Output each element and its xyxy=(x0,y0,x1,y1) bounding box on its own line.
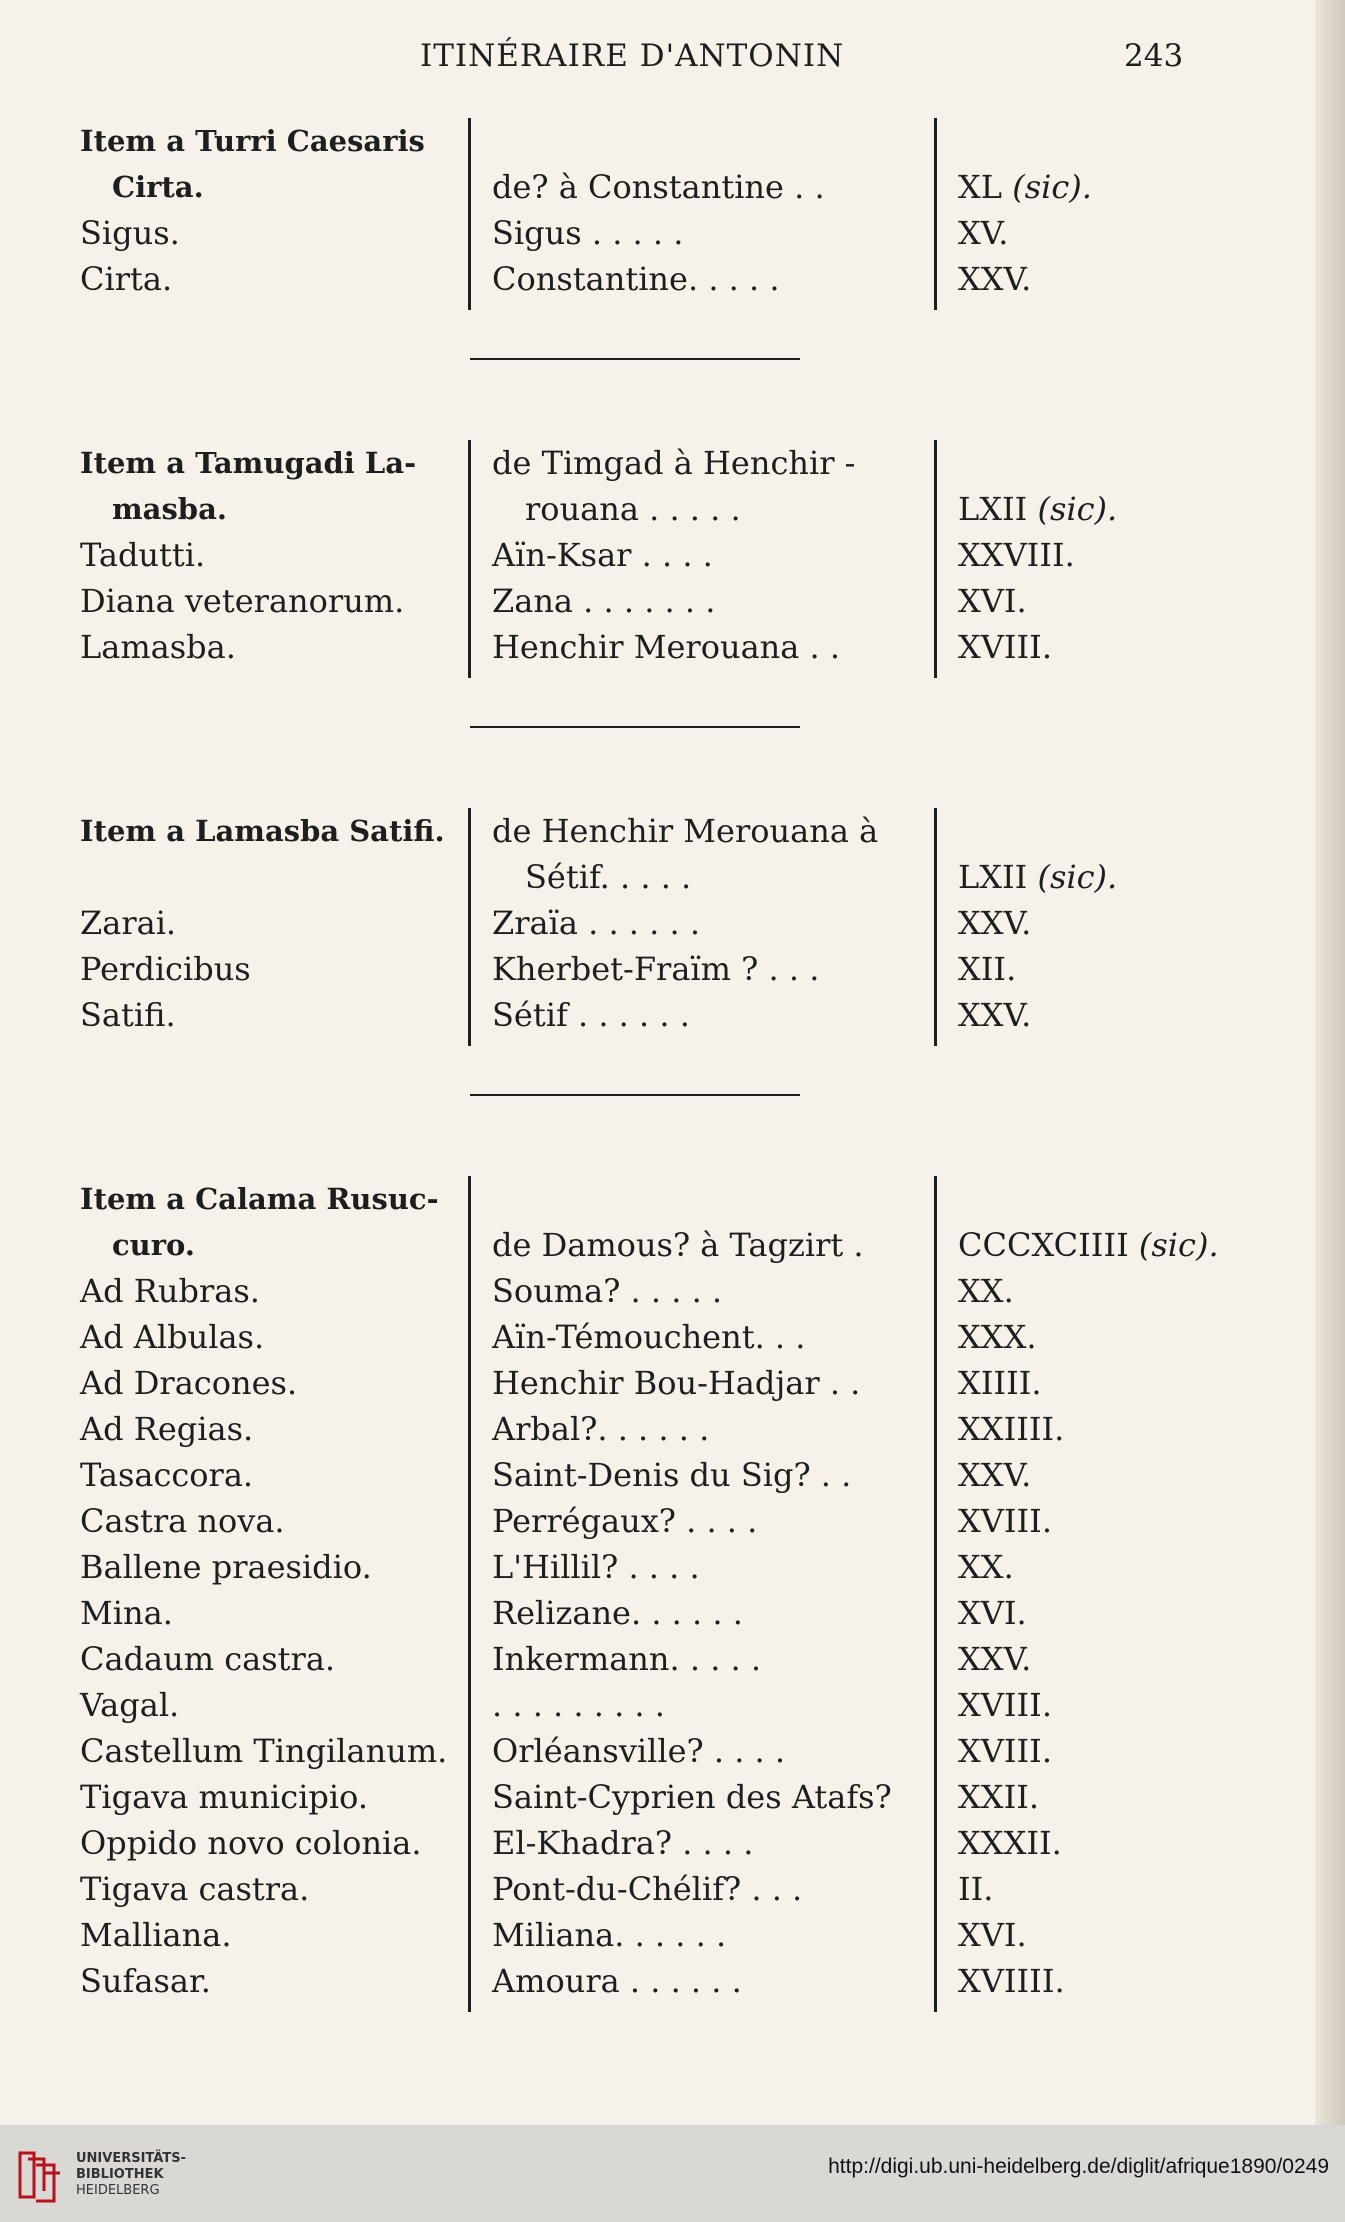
ancient-station-name: Oppido novo colonia. xyxy=(80,1824,422,1862)
distance-value: XVIIII. xyxy=(958,1962,1065,2000)
modern-place-name: El-Khadra? . . . . xyxy=(492,1824,754,1862)
distance-value: XVI. xyxy=(958,1594,1027,1632)
modern-place-name: Saint-Cyprien des Atafs? xyxy=(492,1778,892,1816)
modern-place-name: Henchir Merouana . . xyxy=(492,628,841,666)
library-name-line: UNIVERSITÄTS- xyxy=(76,2151,186,2166)
ancient-station-name: curo. xyxy=(112,1228,195,1262)
itinerary-section xyxy=(0,118,1345,310)
distance-miles xyxy=(958,1958,1065,2004)
ancient-station-name: Tasaccora. xyxy=(80,1456,254,1494)
modern-place-name: Souma? . . . . . xyxy=(492,1272,723,1310)
ancient-station-name: Cirta. xyxy=(80,260,173,298)
distance-value: XXX. xyxy=(958,1318,1037,1356)
table-row xyxy=(0,1774,1345,1820)
modern-place-name: Relizane. . . . . . xyxy=(492,1594,743,1632)
distance-value: XVIII. xyxy=(958,1686,1052,1724)
distance-miles xyxy=(958,1314,1037,1360)
page-number: 243 xyxy=(1124,38,1184,74)
modern-place-name: Constantine. . . . . xyxy=(492,260,780,298)
ancient-station-name: Cirta. xyxy=(112,170,204,204)
table-row xyxy=(0,1314,1345,1360)
modern-place-name: Orléansville? . . . . xyxy=(492,1732,786,1770)
modern-place-name: de Damous? à Tagzirt . xyxy=(492,1226,864,1264)
modern-place-name: Inkermann. . . . . xyxy=(492,1640,762,1678)
table-row xyxy=(0,486,1345,532)
ancient-station-name: Zarai. xyxy=(80,904,177,942)
distance-miles xyxy=(958,256,1031,302)
ancient-station-name: Ad Dracones. xyxy=(80,1364,298,1402)
ancient-station-name: Diana veteranorum. xyxy=(80,582,405,620)
distance-miles xyxy=(958,532,1075,578)
distance-value: XX. xyxy=(958,1548,1014,1586)
distance-miles xyxy=(958,854,1117,900)
table-row xyxy=(0,440,1345,486)
table-row xyxy=(0,1636,1345,1682)
table-row xyxy=(0,578,1345,624)
distance-value: XXVIII. xyxy=(958,536,1075,574)
ancient-station-name: Tigava municipio. xyxy=(80,1778,369,1816)
table-row xyxy=(0,624,1345,670)
distance-miles xyxy=(958,1222,1219,1268)
ancient-station-name: Item a Tamugadi La- xyxy=(80,446,417,480)
modern-place-name: Zana . . . . . . . xyxy=(492,582,716,620)
library-name-line: BIBLIOTHEK xyxy=(76,2167,164,2182)
distance-value: LXII xyxy=(958,490,1028,528)
modern-place-name: Henchir Bou-Hadjar . . xyxy=(492,1364,861,1402)
distance-miles xyxy=(958,992,1031,1038)
distance-value: XL xyxy=(958,168,1003,206)
library-name-line: HEIDELBERG xyxy=(76,2183,160,2198)
table-row xyxy=(0,118,1345,164)
distance-miles xyxy=(958,900,1031,946)
modern-place-name: Pont-du-Chélif? . . . xyxy=(492,1870,803,1908)
distance-value: XVIII. xyxy=(958,1502,1052,1540)
table-row xyxy=(0,210,1345,256)
table-row xyxy=(0,900,1345,946)
distance-miles xyxy=(958,1866,993,1912)
distance-miles xyxy=(958,624,1052,670)
distance-value: XV. xyxy=(958,214,1009,252)
ancient-station-name: Sufasar. xyxy=(80,1962,211,2000)
table-row xyxy=(0,808,1345,854)
ancient-station-name: Malliana. xyxy=(80,1916,232,1954)
ancient-station-name: Perdicibus xyxy=(80,950,251,988)
itinerary-section xyxy=(0,440,1345,678)
itinerary-section xyxy=(0,1176,1345,2012)
modern-place-name: rouana . . . . . xyxy=(525,490,741,528)
distance-miles xyxy=(958,164,1092,210)
ancient-station-name: Ad Albulas. xyxy=(80,1318,265,1356)
distance-value: XII. xyxy=(958,950,1017,988)
table-row xyxy=(0,1958,1345,2004)
distance-miles xyxy=(958,1544,1014,1590)
modern-place-name: Aïn-Témouchent. . . xyxy=(492,1318,806,1356)
viewer-footer xyxy=(0,2125,1345,2222)
modern-place-name: Saint-Denis du Sig? . . xyxy=(492,1456,852,1494)
distance-value: CCCXCIIII xyxy=(958,1226,1129,1264)
distance-miles xyxy=(958,1268,1014,1314)
modern-place-name: Zraïa . . . . . . xyxy=(492,904,700,942)
table-row xyxy=(0,256,1345,302)
distance-miles xyxy=(958,1590,1027,1636)
distance-miles xyxy=(958,1912,1027,1958)
modern-place-name: de? à Constantine . . xyxy=(492,168,825,206)
distance-miles xyxy=(958,1406,1064,1452)
table-row xyxy=(0,1728,1345,1774)
distance-miles xyxy=(958,1682,1052,1728)
modern-place-name: de Henchir Merouana à xyxy=(492,812,879,850)
distance-value: XXV. xyxy=(958,904,1032,942)
table-row xyxy=(0,1360,1345,1406)
document-url-link[interactable]: http://digi.ub.uni-heidelberg.de/diglit/afrique1890/0249 xyxy=(828,2155,1329,2178)
section-separator xyxy=(470,358,800,360)
section-separator xyxy=(470,726,800,728)
distance-miles xyxy=(958,486,1117,532)
table-row xyxy=(0,992,1345,1038)
running-head xyxy=(0,38,1345,82)
modern-place-name: L'Hillil? . . . . xyxy=(492,1548,700,1586)
itinerary-section xyxy=(0,808,1345,1046)
modern-place-name: de Timgad à Henchir - xyxy=(492,444,856,482)
modern-place-name: Arbal?. . . . . . xyxy=(492,1410,710,1448)
section-separator xyxy=(470,1094,800,1096)
distance-miles xyxy=(958,1452,1031,1498)
modern-place-name: Sétif. . . . . xyxy=(525,858,692,896)
distance-value: XXV. xyxy=(958,1456,1032,1494)
page-title: ITINÉRAIRE D'ANTONIN xyxy=(420,38,845,74)
distance-value: XXXII. xyxy=(958,1824,1062,1862)
distance-value: II. xyxy=(958,1870,994,1908)
table-row xyxy=(0,1268,1345,1314)
distance-value: LXII xyxy=(958,858,1028,896)
table-row xyxy=(0,1176,1345,1222)
distance-miles xyxy=(958,1774,1039,1820)
ancient-station-name: Item a Lamasba Satifi. xyxy=(80,814,445,848)
modern-place-name: Sétif . . . . . . xyxy=(492,996,690,1034)
sic-note: (sic). xyxy=(1012,168,1092,206)
table-row xyxy=(0,854,1345,900)
ancient-station-name: Sigus. xyxy=(80,214,180,252)
ancient-station-name: Ad Regias. xyxy=(80,1410,254,1448)
ancient-station-name: Mina. xyxy=(80,1594,173,1632)
ancient-station-name: Satifi. xyxy=(80,996,176,1034)
distance-value: XXIIII. xyxy=(958,1410,1065,1448)
distance-value: XVIII. xyxy=(958,1732,1052,1770)
distance-value: XVI. xyxy=(958,1916,1027,1954)
table-row xyxy=(0,1682,1345,1728)
modern-place-name: Kherbet-Fraïm ? . . . xyxy=(492,950,820,988)
table-row xyxy=(0,1590,1345,1636)
distance-miles xyxy=(958,1728,1052,1774)
table-row xyxy=(0,164,1345,210)
distance-value: XXV. xyxy=(958,1640,1032,1678)
table-row xyxy=(0,1222,1345,1268)
university-logo-icon xyxy=(14,2145,64,2205)
sic-note: (sic). xyxy=(1037,858,1118,896)
ancient-station-name: Castra nova. xyxy=(80,1502,285,1540)
distance-miles xyxy=(958,1820,1062,1866)
distance-miles xyxy=(958,1360,1042,1406)
modern-place-name: Miliana. . . . . . xyxy=(492,1916,727,1954)
modern-place-name: Sigus . . . . . xyxy=(492,214,684,252)
ancient-station-name: Item a Calama Rusuc- xyxy=(80,1182,439,1216)
distance-value: XIIII. xyxy=(958,1364,1042,1402)
ancient-station-name: Ad Rubras. xyxy=(80,1272,260,1310)
ancient-station-name: Item a Turri Caesaris xyxy=(80,124,425,158)
distance-miles xyxy=(958,946,1016,992)
table-row xyxy=(0,532,1345,578)
ancient-station-name: Lamasba. xyxy=(80,628,236,666)
modern-place-name: Amoura . . . . . . xyxy=(492,1962,742,2000)
table-row xyxy=(0,946,1345,992)
distance-miles xyxy=(958,210,1008,256)
distance-value: XX. xyxy=(958,1272,1014,1310)
modern-place-name: . . . . . . . . . xyxy=(492,1686,665,1724)
ancient-station-name: Vagal. xyxy=(80,1686,180,1724)
table-row xyxy=(0,1820,1345,1866)
ancient-station-name: Castellum Tingilanum. xyxy=(80,1732,448,1770)
modern-place-name: Aïn-Ksar . . . . xyxy=(492,536,713,574)
table-row xyxy=(0,1912,1345,1958)
distance-miles xyxy=(958,578,1027,624)
library-name xyxy=(76,2151,186,2199)
sic-note: (sic). xyxy=(1138,1226,1219,1264)
table-row xyxy=(0,1498,1345,1544)
distance-value: XXV. xyxy=(958,260,1032,298)
ancient-station-name: Cadaum castra. xyxy=(80,1640,336,1678)
modern-place-name: Perrégaux? . . . . xyxy=(492,1502,758,1540)
table-row xyxy=(0,1544,1345,1590)
table-row xyxy=(0,1866,1345,1912)
sic-note: (sic). xyxy=(1037,490,1118,528)
table-row xyxy=(0,1406,1345,1452)
distance-value: XXII. xyxy=(958,1778,1040,1816)
ancient-station-name: Tadutti. xyxy=(80,536,206,574)
distance-value: XXV. xyxy=(958,996,1032,1034)
distance-miles xyxy=(958,1498,1052,1544)
distance-miles xyxy=(958,1636,1031,1682)
distance-value: XVI. xyxy=(958,582,1027,620)
distance-value: XVIII. xyxy=(958,628,1052,666)
ancient-station-name: Ballene praesidio. xyxy=(80,1548,372,1586)
ancient-station-name: masba. xyxy=(112,492,227,526)
ancient-station-name: Tigava castra. xyxy=(80,1870,310,1908)
table-row xyxy=(0,1452,1345,1498)
